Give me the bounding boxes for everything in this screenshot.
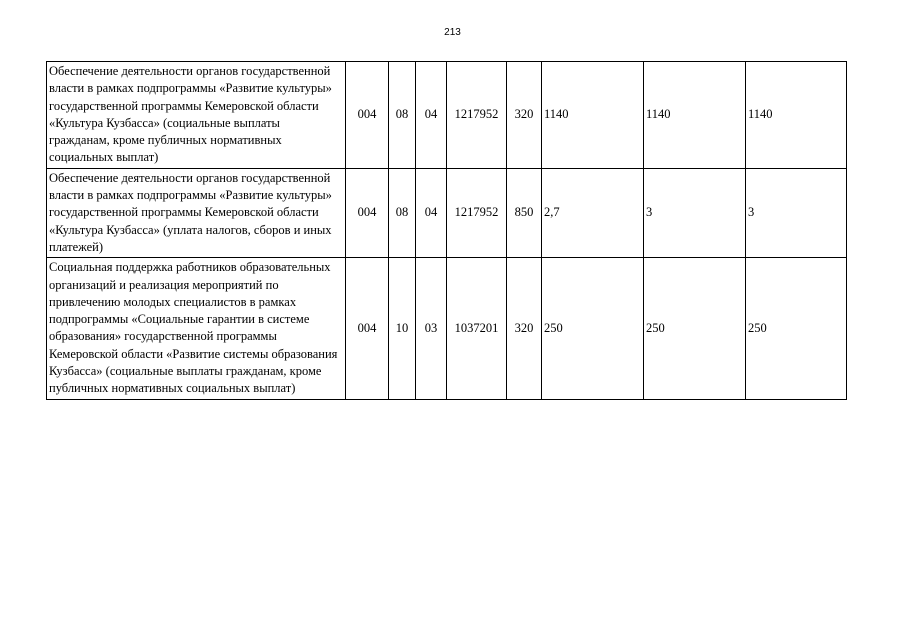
amount-1: 1140 — [542, 62, 644, 169]
table-row — [47, 62, 847, 169]
target-article-code: 1217952 — [447, 62, 507, 169]
amount-3: 250 — [746, 258, 847, 399]
amount-1: 250 — [542, 258, 644, 399]
amount-3: 1140 — [746, 62, 847, 169]
target-article-code: 1217952 — [447, 168, 507, 257]
row-description: Обеспечение деятельности органов государственной власти в рамках подпрограммы «Развитие культуры» государственной программы Кемеровской области «Культура Кузбасса» (уплата налогов, сборов и иных платежей) — [47, 168, 346, 257]
amount-2: 3 — [644, 168, 746, 257]
expense-type-code: 320 — [507, 62, 542, 169]
table-row — [47, 168, 847, 257]
amount-3: 3 — [746, 168, 847, 257]
section-code: 08 — [389, 62, 416, 169]
amount-2: 250 — [644, 258, 746, 399]
section-code: 10 — [389, 258, 416, 399]
ministry-code: 004 — [346, 168, 389, 257]
subsection-code: 04 — [416, 168, 447, 257]
budget-table — [46, 61, 847, 400]
amount-1: 2,7 — [542, 168, 644, 257]
section-code: 08 — [389, 168, 416, 257]
expense-type-code: 850 — [507, 168, 542, 257]
row-description: Обеспечение деятельности органов государственной власти в рамках подпрограммы «Развитие культуры» государственной программы Кемеровской области «Культура Кузбасса» (социальные выплаты гражданам, кроме публичных нормативных социальных выплат) — [47, 62, 346, 169]
subsection-code: 04 — [416, 62, 447, 169]
expense-type-code: 320 — [507, 258, 542, 399]
row-description: Социальная поддержка работников образовательных организаций и реализация мероприятий по привлечению молодых специалистов в рамках подпрограммы «Социальные гарантии в системе образования» государственной программы Кемеровской области «Развитие системы образования Кузбасса» (социальные выплаты гражданам, кроме публичных нормативных социальных выплат) — [47, 258, 346, 399]
ministry-code: 004 — [346, 62, 389, 169]
target-article-code: 1037201 — [447, 258, 507, 399]
subsection-code: 03 — [416, 258, 447, 399]
table-row — [47, 258, 847, 399]
amount-2: 1140 — [644, 62, 746, 169]
ministry-code: 004 — [346, 258, 389, 399]
page-number: 213 — [444, 27, 461, 38]
